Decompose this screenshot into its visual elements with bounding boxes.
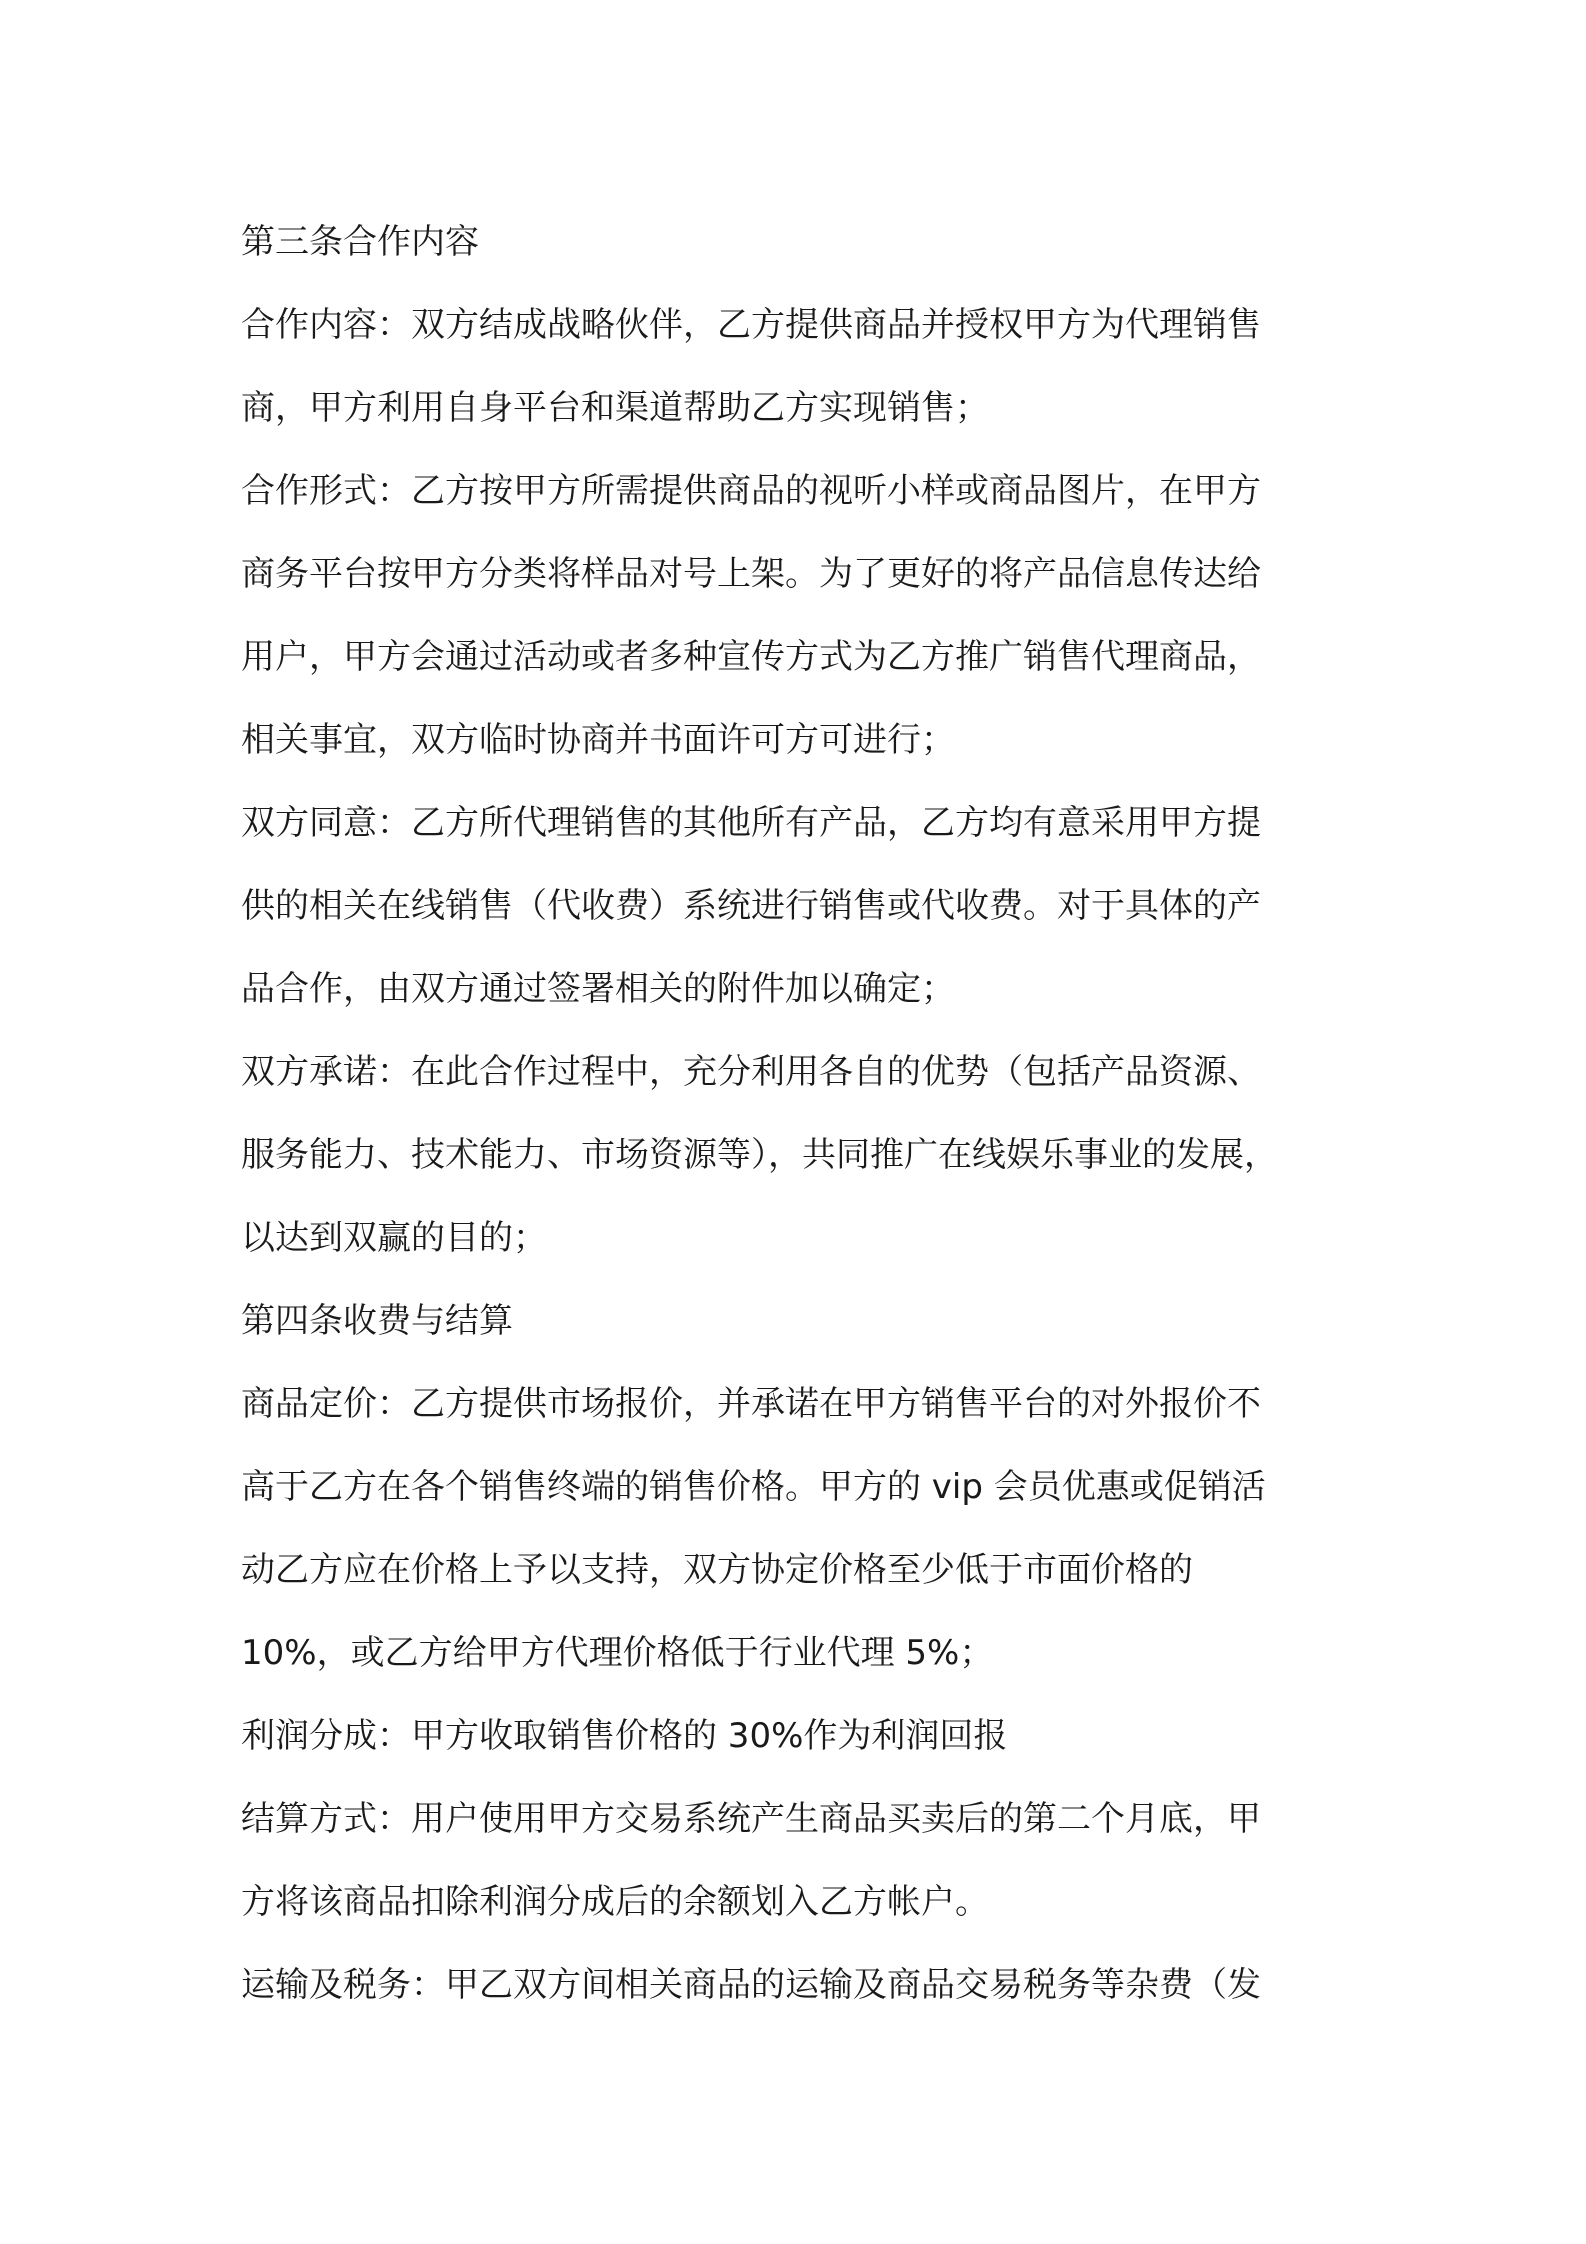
article-4-heading: 第四条收费与结算 [241,1301,513,1341]
text-line: 双方同意：乙方所代理销售的其他所有产品，乙方均有意采用甲方提 [241,803,1261,843]
text-line: 供的相关在线销售（代收费）系统进行销售或代收费。对于具体的产 [241,886,1261,926]
text-line: 商品定价：乙方提供市场报价，并承诺在甲方销售平台的对外报价不 [241,1384,1261,1424]
text-line: 以达到双赢的目的； [241,1218,547,1258]
text-line: 利润分成：甲方收取销售价格的 30%作为利润回报 [241,1716,1008,1756]
text-line: 双方承诺：在此合作过程中，充分利用各自的优势（包括产品资源、 [241,1052,1261,1092]
text-line: 结算方式：用户使用甲方交易系统产生商品买卖后的第二个月底，甲 [241,1799,1261,1839]
text-line: 10%，或乙方给甲方代理价格低于行业代理 5%； [241,1633,994,1673]
text-line: 方将该商品扣除利润分成后的余额划入乙方帐户。 [241,1882,989,1922]
text-line: 用户，甲方会通过活动或者多种宣传方式为乙方推广销售代理商品， [241,637,1261,677]
document-body [241,201,1371,2027]
text-line: 服务能力、技术能力、市场资源等），共同推广在线娱乐事业的发展， [241,1135,1278,1175]
text-line: 商，甲方利用自身平台和渠道帮助乙方实现销售； [241,388,989,428]
text-line: 运输及税务：甲乙双方间相关商品的运输及商品交易税务等杂费（发 [241,1965,1261,2005]
text-line: 相关事宜，双方临时协商并书面许可方可进行； [241,720,955,760]
text-line: 高于乙方在各个销售终端的销售价格。甲方的 vip 会员优惠或促销活 [241,1467,1266,1507]
text-line: 动乙方应在价格上予以支持，双方协定价格至少低于市面价格的 [241,1550,1193,1590]
article-3-heading: 第三条合作内容 [241,222,479,262]
text-line: 商务平台按甲方分类将样品对号上架。为了更好的将产品信息传达给 [241,554,1261,594]
text-line: 合作形式：乙方按甲方所需提供商品的视听小样或商品图片，在甲方 [241,471,1261,511]
text-line: 合作内容：双方结成战略伙伴，乙方提供商品并授权甲方为代理销售 [241,305,1261,345]
text-line: 品合作，由双方通过签署相关的附件加以确定； [241,969,955,1009]
